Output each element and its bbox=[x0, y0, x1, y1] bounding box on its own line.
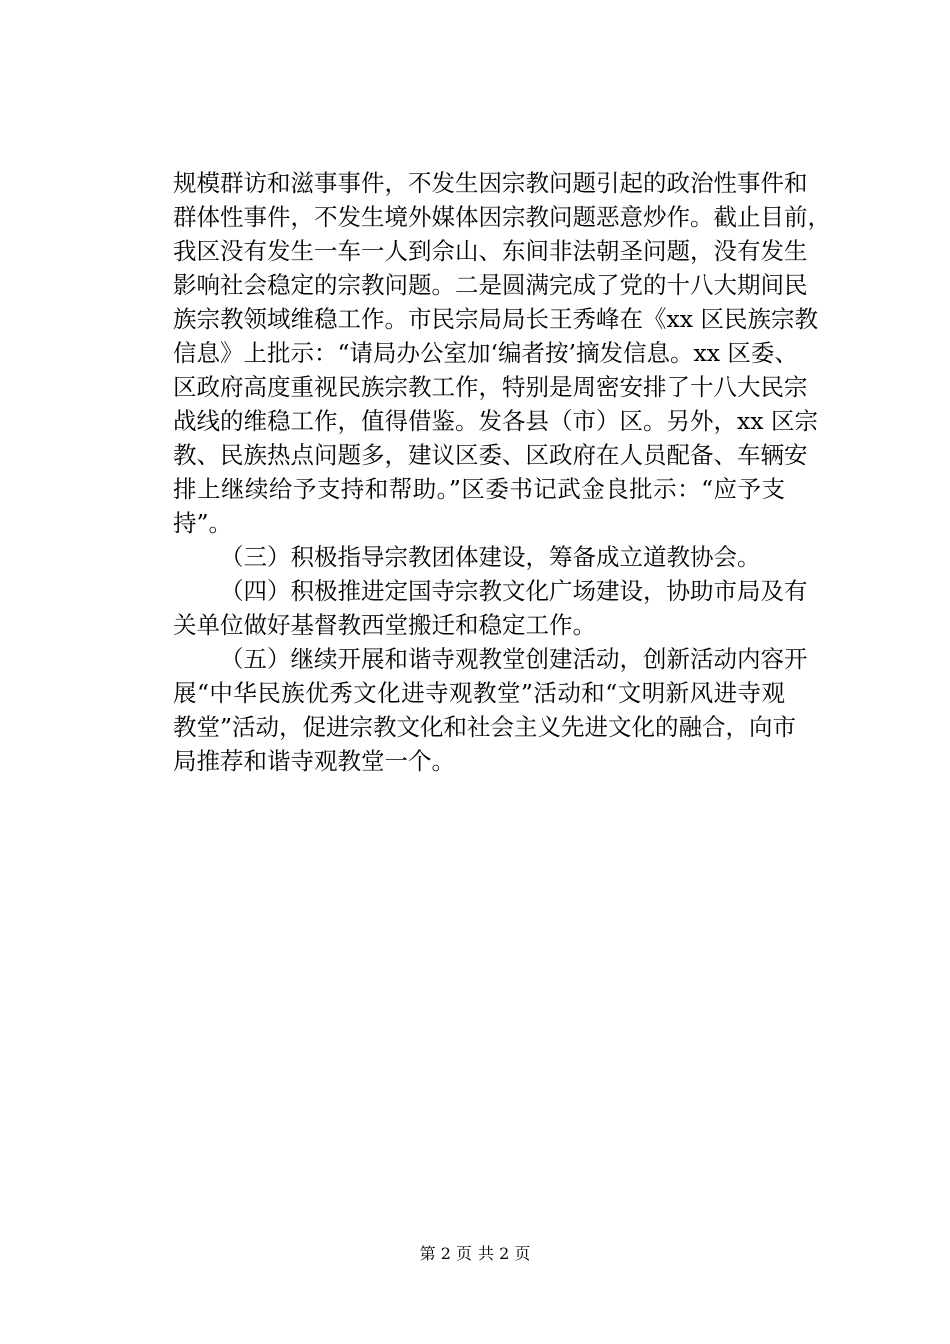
document-body bbox=[173, 166, 831, 778]
text-line: 我区没有发生一车一人到佘山、东间非法朝圣问题，没有发生 bbox=[173, 237, 808, 265]
text-line: 展“中华民族优秀文化进寺观教堂”活动和“文明新风进寺观 bbox=[173, 679, 785, 707]
page-footer bbox=[0, 1243, 950, 1265]
text-line: 族宗教领域维稳工作。市民宗局局长王秀峰在《xx 区民族宗教 bbox=[173, 305, 818, 333]
paragraph-four: （四）积极推进定国寺宗教文化广场建设，协助市局及有 bbox=[220, 577, 808, 605]
page-number: 第 2 页 bbox=[419, 1244, 472, 1263]
text-line: 教堂”活动，促进宗教文化和社会主义先进文化的融合，向市 bbox=[173, 713, 797, 741]
paragraph-three: （三）积极指导宗教团体建设，筹备成立道教协会。 bbox=[220, 543, 761, 571]
text-line: 规模群访和滋事事件，不发生因宗教问题引起的政治性事件和 bbox=[173, 169, 808, 197]
text-line: 群体性事件，不发生境外媒体因宗教问题恶意炒作。截止目前， bbox=[173, 203, 831, 231]
paragraph-five: （五）继续开展和谐寺观教堂创建活动，创新活动内容开 bbox=[220, 645, 808, 673]
text-line: 持”。 bbox=[173, 509, 233, 537]
page-total: 共 2 页 bbox=[478, 1244, 531, 1263]
text-line: 排上继续给予支持和帮助。”区委书记武金良批示：“应予支 bbox=[173, 475, 785, 503]
text-line: 关单位做好基督教西堂搬迁和稳定工作。 bbox=[173, 611, 596, 639]
text-line: 战线的维稳工作，值得借鉴。发各县（市）区。另外，xx 区宗 bbox=[173, 407, 818, 435]
text-line: 影响社会稳定的宗教问题。二是圆满完成了党的十八大期间民 bbox=[173, 271, 808, 299]
text-line: 区政府高度重视民族宗教工作，特别是周密安排了十八大民宗 bbox=[173, 373, 808, 401]
text-line: 信息》上批示：“请局办公室加‘编者按’摘发信息。xx 区委、 bbox=[173, 339, 798, 367]
text-line: 局推荐和谐寺观教堂一个。 bbox=[173, 747, 455, 775]
text-line: 教、民族热点问题多，建议区委、区政府在人员配备、车辆安 bbox=[173, 441, 808, 469]
